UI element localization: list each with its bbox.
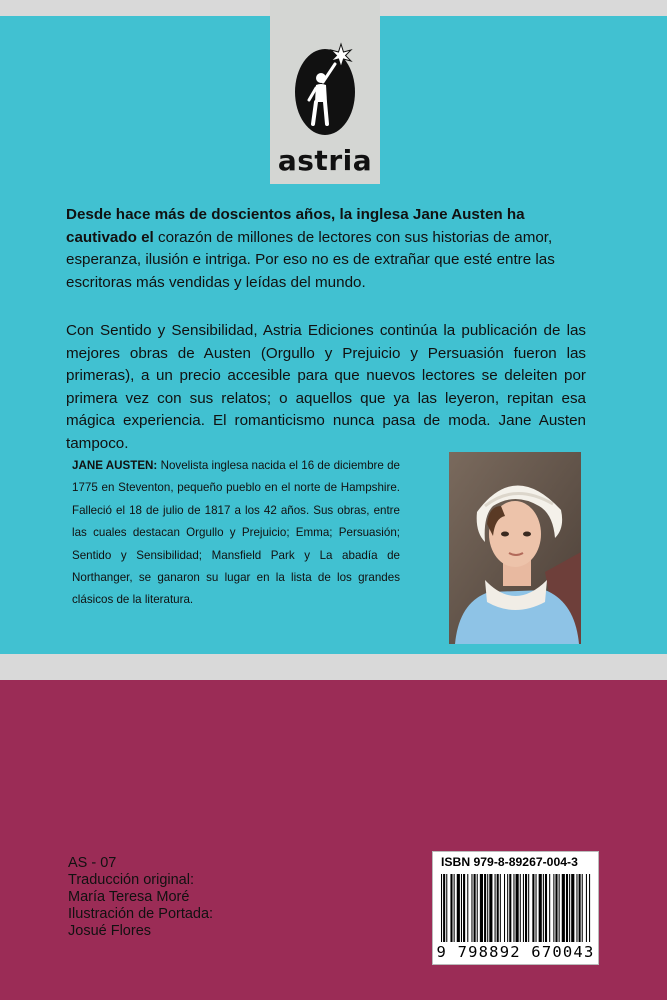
logo-wordmark: astria (277, 144, 373, 177)
author-portrait (449, 452, 581, 644)
publisher-logo (270, 0, 380, 184)
translation-label: Traducción original: (68, 872, 194, 888)
body-paragraph: Con Sentido y Sensibilidad, Astria Ediciones continúa la publicación de las mejores obras de Austen (Orgullo y Prejuicio y Persuasión fueron las primeras), a un precio accesible para que nuevos lectores se deleiten por primera vez con sus relatos; o aquellos que ya las leyeron, repitan esa mágica experiencia. El romanticismo nunca pasa de moda. Jane Austen tampoco. (66, 322, 586, 452)
intro-paragraph (66, 204, 586, 294)
middle-band (0, 654, 667, 680)
illustration-label: Ilustración de Portada: (68, 906, 214, 922)
author-name: JANE AUSTEN: (72, 459, 158, 472)
portrait-image (449, 452, 581, 644)
barcode-icon (441, 874, 591, 942)
boy-reaching-star-icon (289, 40, 361, 138)
intro-lead: Desde hace más de doscientos años, la inglesa Jane Austen ha cautivado el (66, 206, 525, 246)
isbn-number: ISBN 979-8-89267-004-3 (441, 855, 578, 869)
isbn-barcode (432, 851, 599, 965)
author-bio (72, 455, 400, 612)
intro-rest: corazón de millones de lectores con sus historias de amor, esperanza, ilusión e intriga. Por eso no es de extrañar que esté entre las escritoras más vendidas y leídas del mundo. (66, 228, 555, 291)
credits (68, 855, 213, 940)
translator-name: María Teresa Moré (68, 889, 190, 905)
collection-code: AS - 07 (68, 855, 117, 871)
illustrator-name: Josué Flores (68, 923, 152, 939)
author-bio-text: Novelista inglesa nacida el 16 de diciembre de 1775 en Steventon, pequeño pueblo en el norte de Hampshire. Falleció el 18 de julio de 1817 a los 42 años. Sus obras, entre las cuales destacan Orgullo y Prejuicio; Emma; Persuasión; Sentido y Sensibilidad; Mansfield Park y La abadía de Northanger, se ganaron su lugar en la lista de los grandes clásicos de la literatura. (72, 459, 400, 607)
barcode-digits: 9 798892 670043 (436, 943, 595, 961)
